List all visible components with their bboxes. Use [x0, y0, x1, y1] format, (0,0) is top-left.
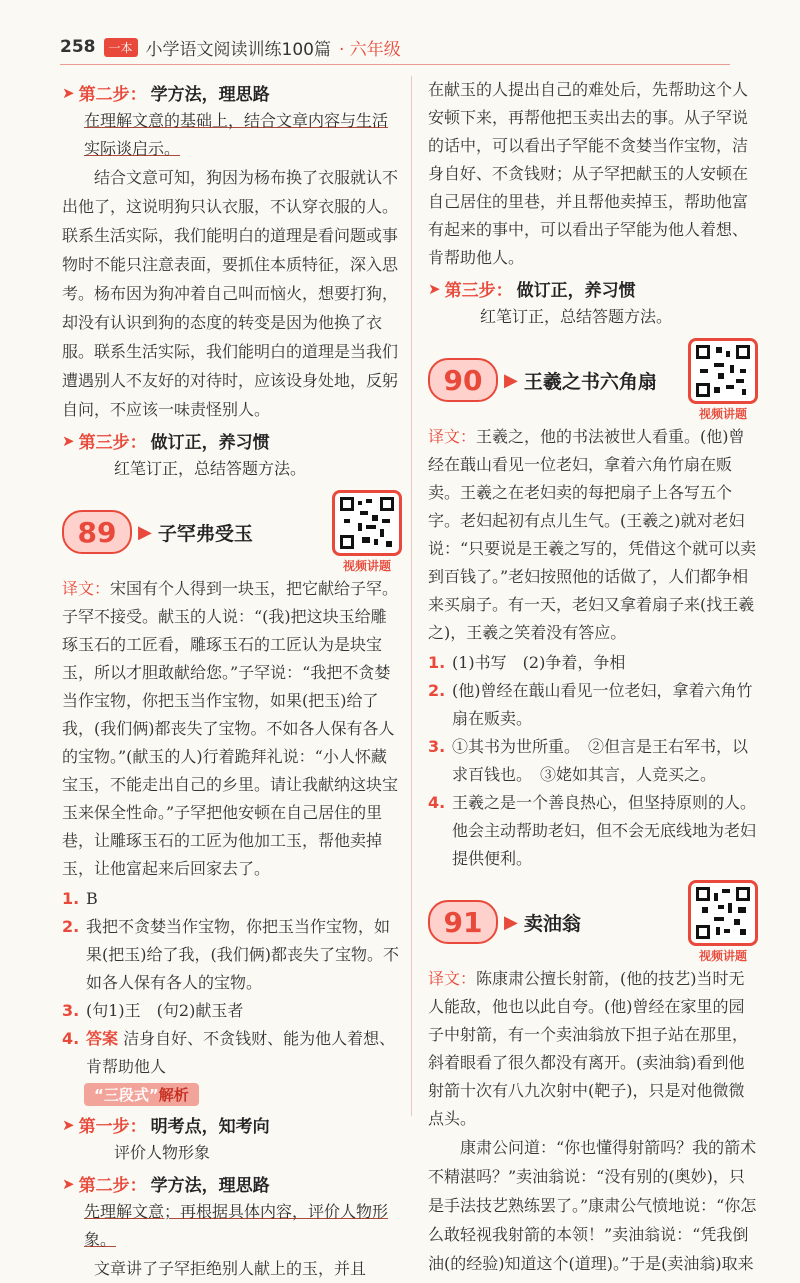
step-label: 第二步：	[78, 85, 147, 105]
grade-label: · 六年级	[338, 39, 401, 60]
step-label: 第二步：	[78, 1176, 147, 1196]
translation-paragraph	[62, 575, 402, 883]
book-title: 小学语文阅读训练100篇	[145, 39, 331, 60]
step-note: 评价人物形象	[114, 1143, 211, 1162]
step-note: 红笔订正，总结答题方法。	[114, 459, 307, 478]
lesson-91-header	[428, 883, 758, 961]
lesson-title: 卖油翁	[523, 912, 581, 935]
step-label: 第三步：	[444, 281, 513, 301]
answer-item: 2. (他)曾经在蕺山看见一位老妇，拿着六角竹扇在贩卖。	[428, 681, 753, 728]
step-heading	[62, 80, 402, 105]
step-title: 做订正，养习惯	[150, 433, 270, 453]
answer-item: 1. (1)书写 (2)争着，争相	[428, 653, 626, 672]
answer-item: 3. (句1)王 (句2)献玉者	[62, 1001, 244, 1020]
translation-text: 宋国有个人得到一块玉，把它献给子罕。子罕不接受。献玉的人说：“(我)把这块玉给雕琢玉石的工匠看，雕琢玉石的工匠认为是块宝玉，所以才胆敢献给您。”子罕说：“我把不贪婪当作宝物，你把玉当作宝物，如果(把玉)给了我，(我们俩)都丧失了宝物。不如各人保有各人的宝物。”(献玉的人)行着跪拜礼说：“小人怀藏宝玉，不能走出自己的乡里。请让我献纳这块宝玉来保全性命。”子罕把他安顿在自己居住的里巷，让雕琢玉石的工匠为他加工玉，帮他卖掉玉，让他富起来后回家去了。	[62, 579, 399, 878]
analysis-paragraph: 结合文意可知，狗因为杨布换了衣服就认不出他了，这说明狗只认衣服，不认穿衣服的人。联系生活实际，我们能明白的道理是看问题或事物时不能只注意表面，要抓住本质特征，深入思考。杨布因为狗冲着自己叫而恼火，想要打狗，却没有认识到狗的态度的转变是因为他换了衣服。联系生活实际，我们能明白的道理是当我们遭遇别人不友好的对待时，应该设身处地，反躬自问，不应该一味责怪别人。	[62, 168, 399, 419]
translation-paragraph	[428, 965, 758, 1133]
qr-code-icon[interactable]	[688, 880, 758, 946]
video-qr[interactable]	[332, 490, 402, 574]
step-note: 在理解文意的基础上，结合文章内容与生活实际谈启示。	[84, 111, 389, 158]
answer-list	[428, 649, 758, 873]
step-label: 第三步：	[78, 433, 147, 453]
translation-paragraph	[428, 423, 758, 647]
answer-item: 3. ①其书为世所重。 ②但言是王右军书，以求百钱也。 ③姥如其言，人竞买之。	[428, 737, 749, 784]
translation-label: 译文：	[428, 969, 477, 988]
column-divider	[411, 76, 412, 1116]
answer-item: 4. 答案 洁身自好、不贪钱财、能为他人着想、肯帮助他人	[62, 1029, 396, 1076]
step-heading	[62, 1112, 402, 1137]
qr-code-icon[interactable]	[332, 490, 402, 556]
lesson-number-badge: 89	[62, 510, 132, 554]
arrow-icon: ➤	[62, 1115, 75, 1134]
step-title: 学方法，理思路	[150, 85, 270, 105]
translation-text: 陈康肃公擅长射箭，(他的技艺)当时无人能敌，他也以此自夸。(他)曾经在家里的园子中射箭，有一个卖油翁放下担子站在那里，斜着眼看了很久都没有离开。(卖油翁)看到他射箭十次有八九次射中(靶子)，只是对他微微点头。	[428, 969, 749, 1128]
translation-text: 王羲之，他的书法被世人看重。(他)曾经在蕺山看见一位老妇，拿着六角竹扇在贩卖。王羲之在老妇卖的每把扇子上各写五个字。老妇起初有点儿生气。(王羲之)就对老妇说：“只要说是王羲之写的，凭借这个就可以卖到百钱了。”老妇按照他的话做了，人们都争相来买扇子。有一天，老妇又拿着扇子来(找王羲之)，王羲之笑着没有答应。	[428, 427, 757, 642]
header-divider	[60, 64, 730, 65]
step-heading	[62, 1171, 402, 1196]
analysis-paragraph: 文章讲了子罕拒绝别人献上的玉，并且	[94, 1259, 367, 1278]
right-column	[428, 76, 758, 1278]
step-title: 学方法，理思路	[150, 1176, 270, 1196]
translation-label: 译文：	[428, 427, 477, 446]
analysis-paragraph: 在献玉的人提出自己的难处后，先帮助这个人安顿下来，再帮他把玉卖出去的事。从子罕说的话中，可以看出子罕能不贪婪当作宝物，洁身自好、不贪钱财；从子罕把献玉的人安顿在自己居住的里巷，并且帮他卖掉玉，帮助他富有起来的事中，可以看出子罕能为他人着想、肯帮助他人。	[428, 80, 749, 267]
arrow-icon: ➤	[62, 431, 75, 450]
left-column	[62, 76, 402, 1283]
chevron-right-icon: ▶	[504, 911, 518, 933]
qr-caption: 视频讲题	[342, 559, 391, 573]
answer-item: 1. B	[62, 889, 98, 908]
chevron-right-icon: ▶	[138, 521, 152, 543]
lesson-title: 子罕弗受玉	[157, 522, 253, 545]
step-heading	[62, 428, 402, 453]
arrow-icon: ➤	[428, 279, 441, 298]
arrow-icon: ➤	[62, 1174, 75, 1193]
lesson-title: 王羲之书六角扇	[523, 370, 657, 393]
step-note: 先理解文意；再根据具体内容，评价人物形象。	[84, 1202, 389, 1249]
answer-item: 4. 王羲之是一个善良热心，但坚持原则的人。他会主动帮助老妇，但不会无底线地为老妇提供便利。	[428, 793, 757, 868]
video-qr[interactable]	[688, 338, 758, 422]
page-header	[60, 34, 401, 60]
answer-item: 2. 我把不贪婪当作宝物，你把玉当作宝物，如果(把玉)给了我，(我们俩)都丧失了宝物。不如各人保有各人的宝物。	[62, 917, 399, 992]
step-heading	[428, 276, 758, 301]
arrow-icon: ➤	[62, 83, 75, 102]
brand-logo: 一本	[104, 38, 138, 57]
page-number: 258	[60, 37, 96, 57]
answer-keyword: 答案	[86, 1029, 119, 1048]
sanduan-analysis-tag: “三段式”解析	[84, 1083, 199, 1106]
step-title: 明考点，知考向	[150, 1117, 270, 1137]
step-label: 第一步：	[78, 1117, 147, 1137]
translation-paragraph: 康肃公问道：“你也懂得射箭吗？我的箭术不精湛吗？”卖油翁说：“没有别的(奥妙)，只是手法技艺熟练罢了。”康肃公气愤地说：“你怎么敢轻视我射箭的本领！”卖油翁说：“凭我倒油(的经验)知道这个(道理)。”于是(卖油翁)取来	[428, 1138, 757, 1273]
translation-label: 译文：	[62, 579, 111, 598]
video-qr[interactable]	[688, 880, 758, 964]
lesson-89-header	[62, 493, 402, 571]
lesson-number-badge: 90	[428, 358, 498, 402]
lesson-number-badge: 91	[428, 900, 498, 944]
qr-caption: 视频讲题	[698, 949, 747, 963]
step-title: 做订正，养习惯	[516, 281, 636, 301]
answer-list	[62, 885, 402, 1081]
qr-code-icon[interactable]	[688, 338, 758, 404]
chevron-right-icon: ▶	[504, 369, 518, 391]
qr-caption: 视频讲题	[698, 407, 747, 421]
step-note: 红笔订正，总结答题方法。	[480, 307, 673, 326]
lesson-90-header	[428, 341, 758, 419]
